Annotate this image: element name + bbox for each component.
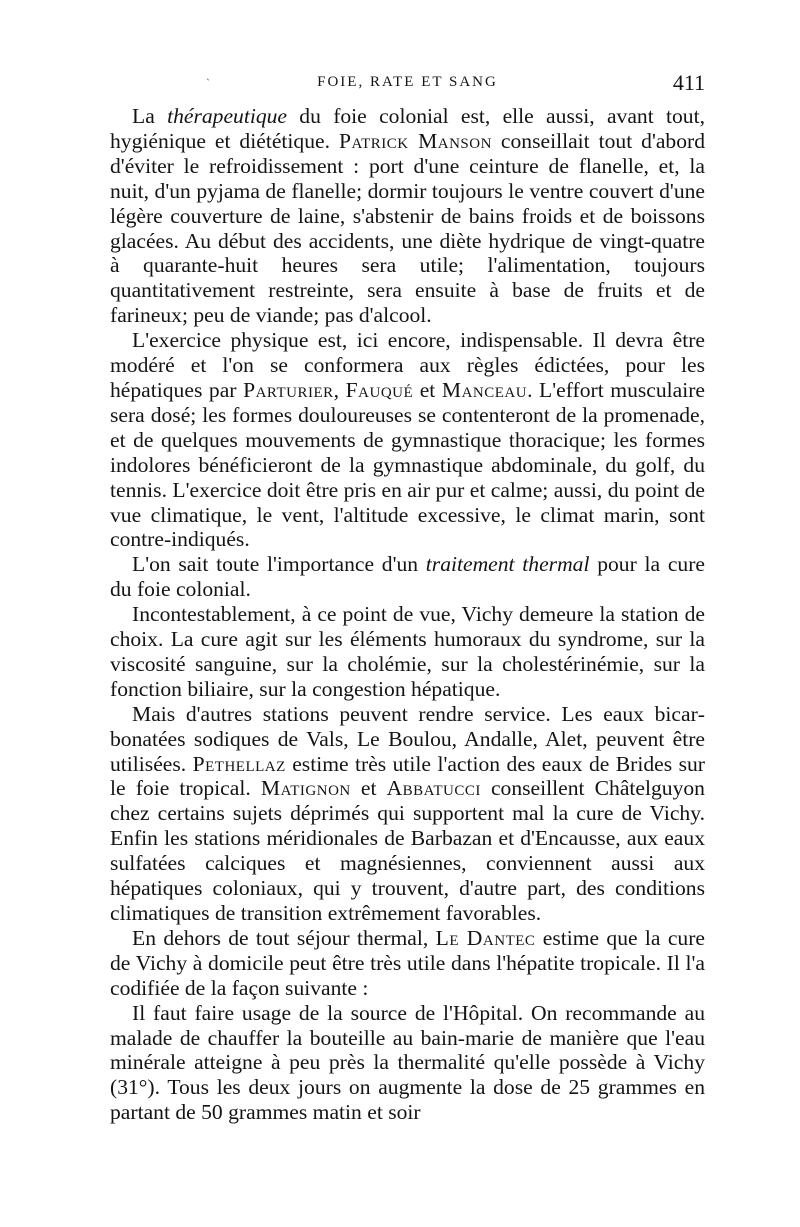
running-head (110, 70, 705, 104)
paragraph (110, 552, 705, 602)
text-run: Il faut faire usage de la source de l'Hôpital. On recommande au malade de chauffer la bouteille au bain-marie de manière que l'eau minérale atteigne à peu près la thermalité qu'elle possède à Vichy (31°). Tous les deux jours on augmente la dose de 25 grammes en partant de 50 grammes matin et soir (110, 1000, 705, 1125)
text-run: conseillent Châtelguyon chez certains sujets déprimés qui supportent mal la cure de Vichy. Enfin les stations méridionales de Barbazan et d'Encausse, aux eaux sulfatées calciques et magnésiennes, conviennent aussi aux hépatiques coloniaux, qui y trouvent, d'autre part, des conditions climatiques de transition extrêmement favorables. (110, 776, 705, 925)
text-run: du foie colonial est, elle aussi, avant tout, hygiénique et diététique. (110, 104, 705, 153)
author-name: Fauqué (345, 377, 414, 402)
page-number: 411 (672, 70, 705, 95)
text-run: et (413, 377, 442, 402)
text-run: L'exercice physique est, ici encore, indispensable. Il devra être modéré et l'on se conformera aux règles édictées, pour les hépatiques par (110, 328, 705, 402)
text-run: et (350, 776, 387, 801)
text-run: La (132, 104, 168, 128)
text-run: conseillait tout d'abord d'éviter le refroidissement : port d'une ceinture de flanelle, et, la nuit, d'un pyjama de flanelle; dormir toujours le ventre couvert d'une légère couverture de laine, s'abstenir de bains froids et de boissons glacées. Au début des accidents, une diète hydrique de vingt-quatre à quarante-huit heures sera utile; l'alimentation, toujours quantitativement restreinte, sera ensuite à base de fruits et de farineux; peu de viande; pas d'alcool. (110, 128, 706, 328)
stray-mark: ` (206, 76, 210, 90)
paragraph (110, 328, 705, 552)
book-page (110, 70, 705, 1125)
author-name: Matignon (260, 776, 351, 801)
text-run: Incontestablement, à ce point de vue, Vichy demeure la station de choix. La cure agit sur les éléments humoraux du syndrome, sur la viscosité sanguine, sur la cholémie, sur la cholestérinémie, sur la fonction biliaire, sur la congestion hépatique. (110, 602, 705, 701)
paragraph (110, 702, 705, 926)
text-body (110, 104, 705, 1125)
author-name: Parturier (243, 377, 334, 402)
paragraph (110, 104, 705, 328)
author-name: Pethellaz (192, 751, 286, 776)
text-run: estime très utile l'action des eaux de Brides sur le foie tropical. (110, 751, 705, 801)
text-run: pour la cure du foie colonial. (110, 552, 705, 602)
running-title: FOIE, RATE ET SANG (317, 74, 498, 90)
paragraph (110, 602, 705, 702)
emphasis-text: traitement thermal (425, 552, 590, 577)
text-run: En dehors de tout séjour thermal, (132, 925, 436, 950)
text-run: L'on sait toute l'importance d'un (132, 552, 426, 577)
author-name: Manceau (441, 377, 528, 402)
paragraph (110, 926, 705, 1001)
emphasis-text: thérapeutique (167, 104, 288, 128)
text-run: , (333, 377, 346, 402)
text-run: . L'effort musculaire sera dosé; les formes douloureuses se contenteront de la promenade, et de quelques mouvements de gymnastique thoracique; les formes indolores bénéficieront de la gymnastique abdominale, du golf, du tennis. L'exercice doit être pris en air pur et calme; aussi, du point de vue climatique, le vent, l'altitude excessive, le climat marin, sont contre-indiqués. (110, 377, 706, 552)
paragraph (110, 1001, 705, 1126)
text-run: Mais d'autres stations peuvent rendre service. Les eaux bicarbonatées sodiques de Vals, Le Boulou, Andalle, Alet, peuvent être utilisées. (110, 701, 705, 776)
author-name: Abbatucci (386, 776, 481, 801)
author-name: Patrick Manson (338, 128, 492, 153)
author-name: Le Dantec (435, 925, 536, 950)
text-run: estime que la cure de Vichy à domicile peut être très utile dans l'hépatite tropicale. Il l'a codifiée de la façon suivante : (110, 925, 706, 1000)
